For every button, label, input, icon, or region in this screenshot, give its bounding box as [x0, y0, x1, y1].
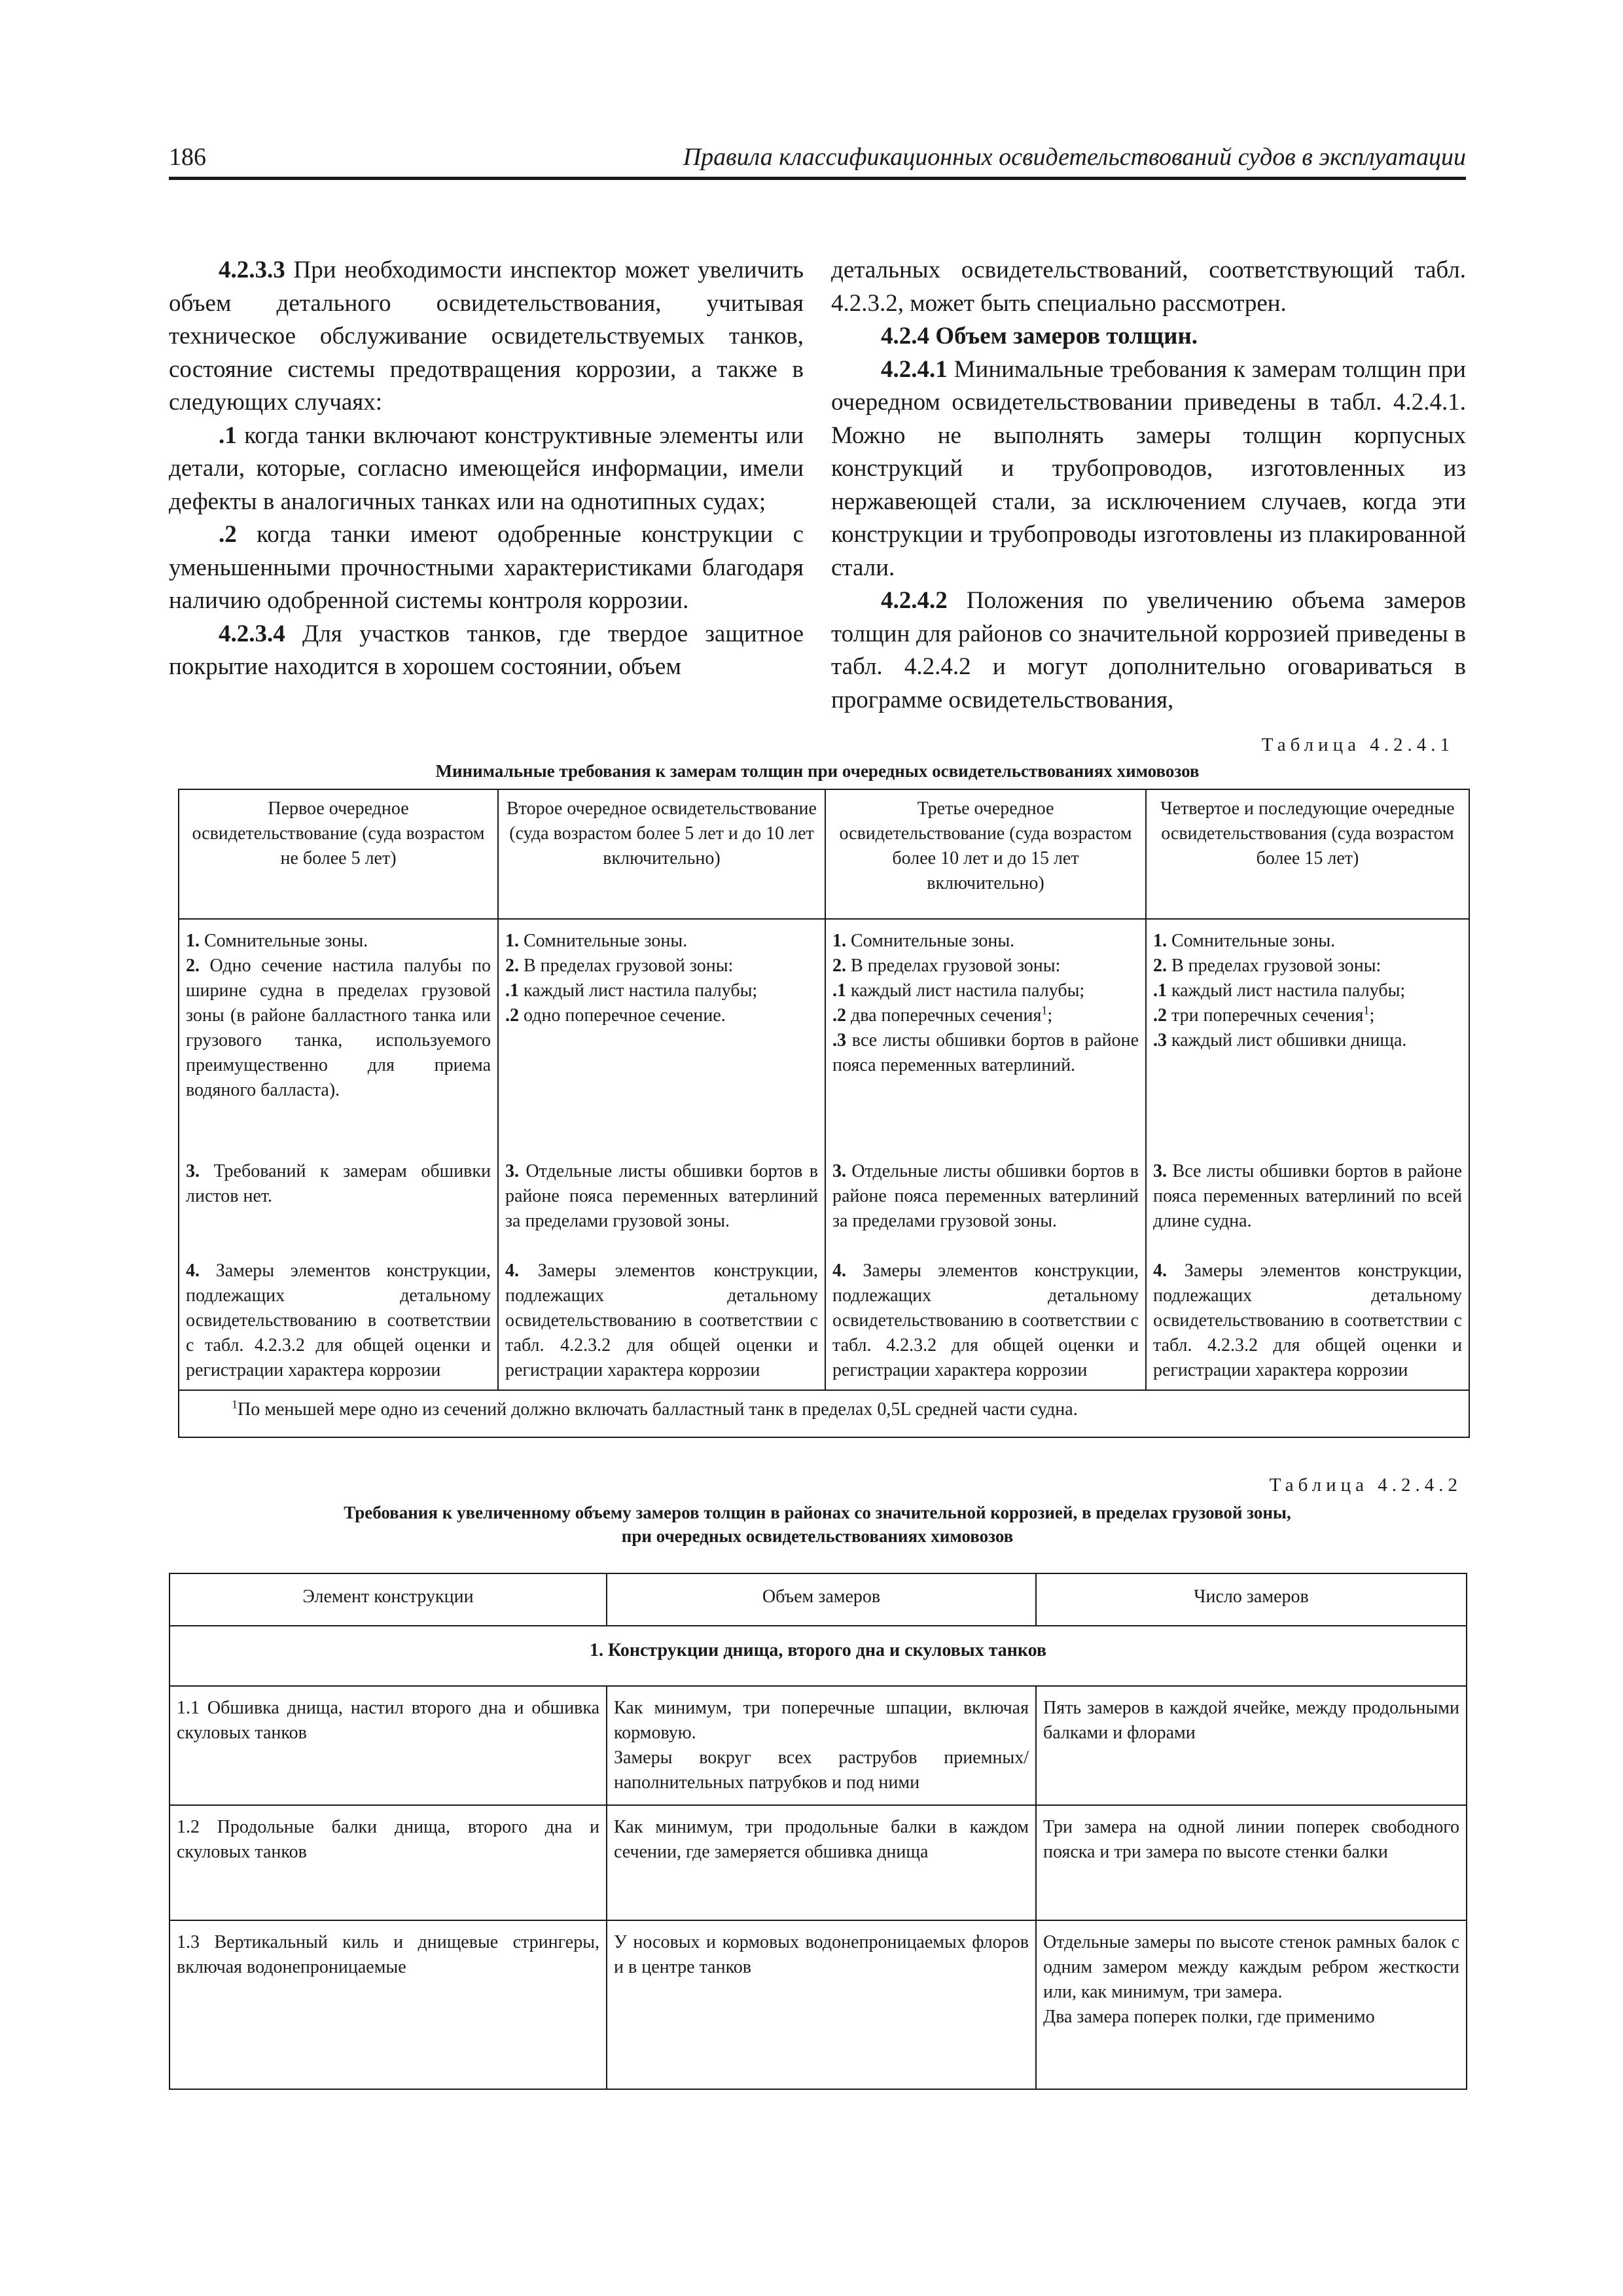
item-text: В пределах грузовой зоны:	[846, 956, 1061, 976]
footnote-text: По меньшей мере одно из сечений должно включать балластный танк в пределах 0,5L средней части судна.	[238, 1399, 1078, 1420]
item-text: два поперечных сечения	[846, 1005, 1042, 1026]
table-1-cell-first-survey	[179, 919, 498, 1390]
clause-text: Положения по увеличению объема замеров толщин для районов со значительной коррозией приведены в табл. 4.2.4.2 и могут дополнительно оговариваться в программе освидетельствования,	[831, 587, 1466, 713]
table-2-caption	[169, 1501, 1466, 1548]
item-text: каждый лист настила палубы;	[846, 980, 1085, 1001]
item-number: .2	[832, 1005, 846, 1026]
table-1-block-items-1-2	[1153, 929, 1462, 1159]
item-number: 4.	[186, 1261, 200, 1281]
count-text: Три замера на одной линии поперек свободного пояска и три замера по высоте стенки балки	[1043, 1817, 1459, 1862]
table-row	[169, 1920, 1467, 2089]
item-number: .2	[1153, 1005, 1167, 1026]
item-text: Отдельные листы обшивки бортов в районе пояса переменных ватерлиний за пределами грузовой зоны.	[505, 1161, 818, 1231]
list-item	[832, 1259, 1139, 1383]
item-number: .3	[1153, 1030, 1167, 1050]
table-2-caption-line-2: при очередных освидетельствованиях химовозов	[621, 1526, 1014, 1546]
clause-number: 4.2.4.2	[881, 587, 948, 614]
item-text: Отдельные листы обшивки бортов в районе пояса переменных ватерлиний за пределами грузовой зоны.	[832, 1161, 1139, 1231]
table-1-block-item-3	[1153, 1159, 1462, 1259]
table-1-header-1: Первое очередное освидетельствование (суда возрастом не более 5 лет)	[179, 789, 498, 919]
scope-cell	[607, 1805, 1036, 1920]
list-item	[1153, 1259, 1462, 1383]
item-number: 2.	[505, 956, 519, 976]
table-1-footnote	[179, 1390, 1469, 1437]
item-number: 4.	[832, 1261, 846, 1281]
table-4-2-4-1	[178, 789, 1470, 1438]
item-number: .1	[219, 422, 237, 449]
item-text: одно поперечное сечение.	[519, 1005, 726, 1026]
paragraph-4-2-3-4	[169, 618, 804, 684]
list-item	[505, 954, 818, 978]
count-cell	[1036, 1686, 1467, 1805]
paragraph-item-2	[169, 518, 804, 618]
item-text: когда танки имеют одобренные конструкции с уменьшенными прочностными характеристиками благодаря наличию одобренной системы контроля коррозии.	[169, 521, 804, 614]
page-number: 186	[169, 143, 206, 171]
count-text: Два замера поперек полки, где применимо	[1043, 2007, 1375, 2027]
scope-text: Как минимум, три продольные балки в каждом сечении, где замеряется обшивка днища	[614, 1817, 1029, 1862]
table-1-block-item-3	[505, 1159, 818, 1259]
sub-item	[1153, 1028, 1462, 1053]
clause-number: 4.2.3.3	[219, 257, 285, 283]
element-cell: 1.1 Обшивка днища, настил второго дна и обшивка скуловых танков	[169, 1686, 607, 1805]
scope-text: Замеры вокруг всех раструбов приемных/ наполнительных патрубков и под ними	[614, 1748, 1029, 1793]
table-1-block-item-3	[186, 1159, 491, 1259]
table-1-block-items-1-2	[832, 929, 1139, 1159]
list-item	[186, 1159, 491, 1209]
item-text: Замеры элементов конструкции, подлежащих детальному освидетельствованию в соответствии с табл. 4.2.3.2 для общей оценки и регистрации характера коррозии	[1153, 1261, 1462, 1380]
paragraph-4-2-3-3	[169, 254, 804, 420]
item-number: .1	[1153, 980, 1167, 1001]
right-column	[831, 254, 1466, 717]
paragraph-item-1	[169, 420, 804, 519]
sub-item	[505, 978, 818, 1003]
table-1-block-items-1-2	[505, 929, 818, 1159]
item-text: Сомнительные зоны.	[200, 931, 368, 951]
item-text: каждый лист настила палубы;	[1167, 980, 1406, 1001]
item-number: .2	[219, 521, 237, 548]
header-rule	[169, 177, 1466, 180]
list-item	[832, 1159, 1139, 1234]
clause-text: Для участков танков, где твердое защитное покрытие находится в хорошем состоянии, объем	[169, 620, 804, 680]
item-number: 3.	[186, 1161, 200, 1181]
table-1-caption: Минимальные требования к замерам толщин при очередных освидетельствованиях химовозов	[435, 761, 1200, 781]
sub-item	[505, 1003, 818, 1028]
table-1-cell-second-survey	[498, 919, 825, 1390]
table-row	[169, 1805, 1467, 1920]
table-1-header-2: Второе очередное освидетельствование (суда возрастом более 5 лет и до 10 лет включительно)	[498, 789, 825, 919]
table-1-header-3: Третье очередное освидетельствование (суда возрастом более 10 лет и до 15 лет включительно)	[825, 789, 1146, 919]
count-text: Отдельные замеры по высоте стенок рамных балок с одним замером между каждым ребром жесткости или, как минимум, три замера.	[1043, 1932, 1459, 2002]
list-item	[505, 1259, 818, 1383]
item-text: Одно сечение настила палубы по ширине судна в пределах грузовой зоны (в районе балластного танка или грузового танка, используемого преимущественно для приема водяного балласта).	[186, 956, 491, 1100]
left-column	[169, 254, 804, 684]
item-number: 1.	[832, 931, 846, 951]
item-text: каждый лист настила палубы;	[519, 980, 758, 1001]
sub-item	[1153, 978, 1462, 1003]
item-text: Замеры элементов конструкции, подлежащих детальному освидетельствованию в соответствии с табл. 4.2.3.2 для общей оценки и регистрации характера коррозии	[186, 1261, 491, 1380]
item-number: 1.	[505, 931, 519, 951]
footnote-ref: 1	[1363, 1003, 1370, 1017]
item-text: Сомнительные зоны.	[519, 931, 688, 951]
sub-item	[832, 978, 1139, 1003]
list-item	[505, 1159, 818, 1234]
paragraph-4-2-4-1	[831, 353, 1466, 585]
item-text: Замеры элементов конструкции, подлежащих детальному освидетельствованию в соответствии с табл. 4.2.3.2 для общей оценки и регистрации характера коррозии	[505, 1261, 818, 1380]
item-text: Замеры элементов конструкции, подлежащих детальному освидетельствованию в соответствии с табл. 4.2.3.2 для общей оценки и регистрации характера коррозии	[832, 1261, 1139, 1380]
list-item	[186, 929, 491, 954]
section-heading-4-2-4: 4.2.4 Объем замеров толщин.	[881, 323, 1198, 350]
item-number: 3.	[505, 1161, 519, 1181]
table-1-label: Таблица 4.2.4.1	[1261, 734, 1454, 755]
item-text: каждый лист обшивки днища.	[1167, 1030, 1407, 1050]
list-item	[505, 929, 818, 954]
table-1-block-items-1-2	[186, 929, 491, 1159]
table-4-2-4-2	[169, 1573, 1467, 2090]
list-item	[1153, 954, 1462, 978]
element-cell: 1.3 Вертикальный киль и днищевые стрингеры, включая водонепроницаемые	[169, 1920, 607, 2089]
table-2-caption-line-1: Требования к увеличенному объему замеров толщин в районах со значительной коррозией, в пределах грузовой зоны,	[344, 1503, 1291, 1522]
clause-text: Минимальные требования к замерам толщин при очередном освидетельствовании приведены в табл. 4.2.4.1. Можно не выполнять замеры толщин корпусных конструкций и трубопроводов, изготовленных из нержавеющей стали, за исключением случаев, когда эти конструкции и трубопроводы изготовлены из плакированной стали.	[831, 355, 1466, 581]
table-row	[169, 1686, 1467, 1805]
item-number: .3	[832, 1030, 846, 1050]
sub-item	[832, 1028, 1139, 1078]
item-text: Сомнительные зоны.	[846, 931, 1015, 951]
item-number: .1	[832, 980, 846, 1001]
count-text: Пять замеров в каждой ячейке, между продольными балками и флорами	[1043, 1698, 1459, 1743]
element-cell: 1.2 Продольные балки днища, второго дна и скуловых танков	[169, 1805, 607, 1920]
scope-cell	[607, 1920, 1036, 2089]
count-cell	[1036, 1805, 1467, 1920]
table-2-header-scope: Объем замеров	[607, 1573, 1036, 1626]
item-text: Сомнительные зоны.	[1167, 931, 1336, 951]
item-number: 4.	[1153, 1261, 1167, 1281]
item-text: В пределах грузовой зоны:	[1167, 956, 1382, 976]
item-number: 1.	[186, 931, 200, 951]
scope-text: У носовых и кормовых водонепроницаемых флоров и в центре танков	[614, 1932, 1029, 1977]
list-item	[832, 954, 1139, 978]
list-item	[186, 954, 491, 1103]
list-item	[186, 1259, 491, 1383]
list-item	[832, 929, 1139, 954]
item-text: когда танки включают конструктивные элементы или детали, которые, согласно имеющейся информации, имели дефекты в аналогичных танках или на однотипных судах;	[169, 422, 804, 515]
item-number: 1.	[1153, 931, 1167, 951]
list-item	[1153, 1159, 1462, 1234]
count-cell	[1036, 1920, 1467, 2089]
item-text: В пределах грузовой зоны:	[519, 956, 734, 976]
item-number: 2.	[1153, 956, 1167, 976]
clause-number: 4.2.3.4	[219, 620, 285, 647]
table-2-label: Таблица 4.2.4.2	[1269, 1475, 1462, 1496]
paragraph-continuation: детальных освидетельствований, соответствующий табл. 4.2.3.2, может быть специально рассмотрен.	[831, 257, 1466, 317]
table-1-cell-fourth-survey	[1146, 919, 1469, 1390]
running-title: Правила классификационных освидетельствований судов в эксплуатации	[683, 143, 1466, 171]
item-number: 3.	[1153, 1161, 1167, 1181]
clause-number: 4.2.4.1	[881, 355, 948, 383]
sub-item	[832, 1003, 1139, 1028]
item-text: Требований к замерам обшивки листов нет.	[186, 1161, 491, 1206]
table-2-header-element: Элемент конструкции	[169, 1573, 607, 1626]
table-2-header-count: Число замеров	[1036, 1573, 1467, 1626]
paragraph-4-2-4-2	[831, 584, 1466, 717]
table-2-section-title: 1. Конструкции днища, второго дна и скуловых танков	[169, 1626, 1467, 1686]
table-1-cell-third-survey	[825, 919, 1146, 1390]
table-1-block-item-3	[832, 1159, 1139, 1259]
footnote-ref: 1	[1041, 1003, 1048, 1017]
table-1-header-4: Четвертое и последующие очередные освидетельствования (суда возрастом более 15 лет)	[1146, 789, 1469, 919]
item-text: три поперечных сечения	[1167, 1005, 1364, 1026]
item-number: .1	[505, 980, 519, 1001]
item-number: 2.	[832, 956, 846, 976]
item-number: 3.	[832, 1161, 846, 1181]
item-number: 2.	[186, 956, 200, 976]
sub-item	[1153, 1003, 1462, 1028]
item-text-end: ;	[1047, 1005, 1053, 1026]
item-number: 4.	[505, 1261, 519, 1281]
clause-text: При необходимости инспектор может увеличить объем детального освидетельствования, учитывая техническое обслуживание освидетельствуемых танков, состояние системы предотвращения коррозии, а также в следующих случаях:	[169, 257, 804, 416]
item-text: все листы обшивки бортов в районе пояса переменных ватерлиний.	[832, 1030, 1139, 1075]
scope-cell	[607, 1686, 1036, 1805]
item-number: .2	[505, 1005, 519, 1026]
list-item	[1153, 929, 1462, 954]
item-text-end: ;	[1369, 1005, 1375, 1026]
footnote-mark: 1	[232, 1397, 238, 1411]
item-text: Все листы обшивки бортов в районе пояса переменных ватерлиний по всей длине судна.	[1153, 1161, 1462, 1231]
scope-text: Как минимум, три поперечные шпации, включая кормовую.	[614, 1698, 1029, 1743]
